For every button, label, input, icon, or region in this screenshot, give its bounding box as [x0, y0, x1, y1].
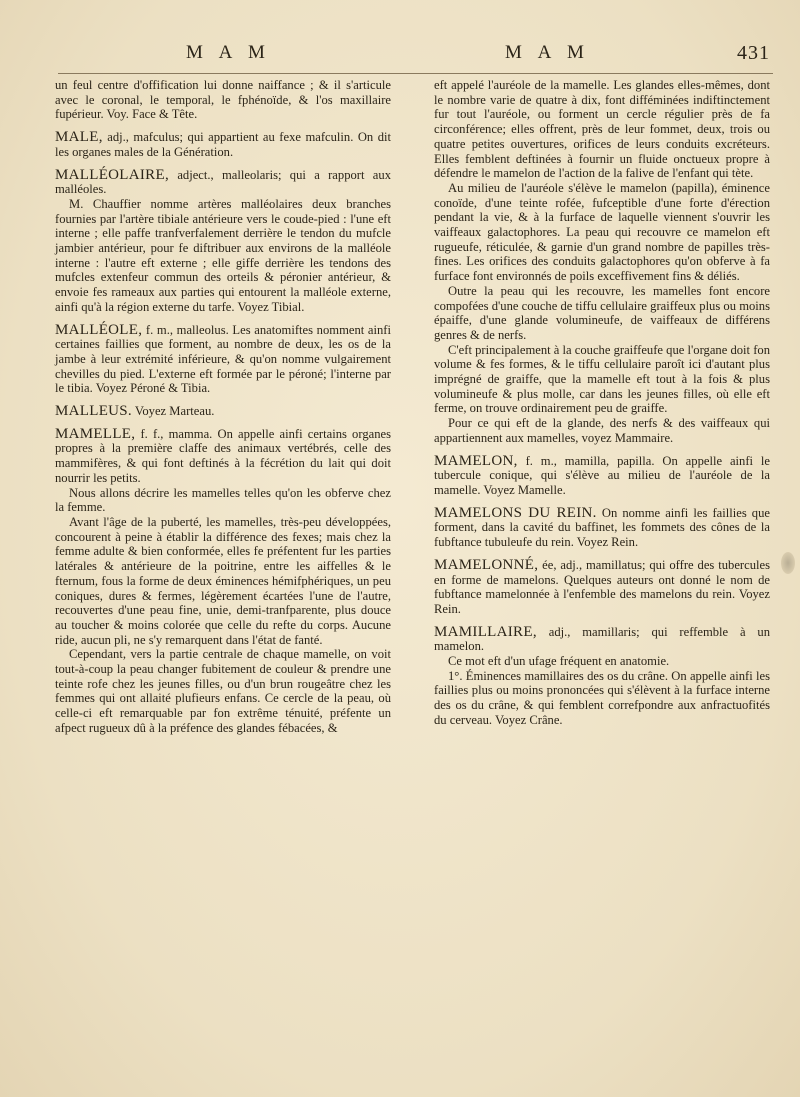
dictionary-entry: [55, 323, 391, 397]
dictionary-entry: [434, 506, 770, 550]
entry-paragraph: [55, 78, 391, 122]
entry-headword: MALLÉOLAIRE,: [55, 166, 169, 183]
entry-continuation: [55, 515, 391, 647]
entry-continuation: [434, 181, 770, 284]
entry-headword: MAMELONNÉ,: [434, 556, 539, 573]
entry-continuation: [434, 654, 770, 669]
entry-text: Outre la peau qui les recouvre, les mamelles font encore compofées d'une couche de tiffu cellulaire graiffeux plus ou moins épaiffe, d'une glande volumineufe, de vaiffeaux de différens genres & de nerfs.: [434, 283, 770, 342]
entry-text: Voyez Marteau.: [134, 404, 215, 419]
entry-text: C'eft principalement à la couche graiffeufe que l'organe doit fon volume & fes formes, & le tiffu cellulaire paroît ici d'autant plus imprégné de graiffe, que la mamelle eft tout à la fois & plus volumineufe & plus molle, car dans les jeunes filles, où elle eft ferme, on trouve ordinairement peu de graiffe.: [434, 342, 770, 416]
dictionary-entry: [55, 404, 391, 419]
entry-paragraph: [55, 168, 391, 197]
header-rule: [58, 73, 773, 74]
dictionary-entry: [55, 168, 391, 315]
entry-paragraph: [55, 404, 391, 419]
entry-text: f. m., malleolus. Les anatomiftes nomment ainfi certaines faillies que forment, au nombre de deux, les os de la jambe à leur extrémité inférieure, & qu'on nomme vulgairement chevilles du pied. L'externe eft formée par le péroné; l'interne par le tibia. Voyez Péroné & Tibia.: [55, 322, 391, 396]
entry-text: Au milieu de l'auréole s'élève le mamelon (papilla), éminence conoïde, d'une teinte rofée, fufceptible d'une forte d'érection pendant la vie, & à la furface de laquelle viennent s'ouvrir les vaiffeaux galactophores. La peau qui recouvre ce mamelon eft rugueufe, réticulée, & garnie d'un grand nombre de papilles très-fines. Les orifices des conduits galactophores qu'on obferve à fa furface font environnés de poils exceffivement fins & déliés.: [434, 180, 770, 284]
entry-paragraph: [434, 625, 770, 654]
dictionary-entry: [434, 625, 770, 728]
entry-text: adj., mafculus; qui appartient au fexe mafculin. On dit les organes males de la Génération.: [55, 130, 391, 159]
entry-continuation: [434, 416, 770, 445]
entry-text: f. f., mamma. On appelle ainfi certains organes propres à la première claffe des animaux vertébrés, celle des mammifères, & qui font deftinés à la fécrétion du lait qui doit nourrir les petits.: [55, 426, 391, 485]
entry-text: un feul centre d'offification lui donne naiffance ; & il s'articule avec le coronal, le temporal, le fphénoïde, & l'os maxillaire fupérieur. Voy. Face & Tête.: [55, 78, 391, 122]
page-header: [0, 42, 800, 72]
entry-continuation: [434, 284, 770, 343]
entry-paragraph: [434, 454, 770, 498]
dictionary-entry: [434, 558, 770, 617]
entry-paragraph: [55, 427, 391, 486]
entry-headword: MALE,: [55, 129, 103, 146]
entry-text: On nomme ainfi les faillies que forment, dans la cavité du baffinet, les fommets des cônes de la fubftance tubuleufe du rein. Voyez Rein.: [434, 505, 770, 550]
entry-continuation: [55, 486, 391, 515]
entry-continuation: [55, 647, 391, 735]
entry-continuation: [55, 197, 391, 315]
running-head-right: M A M: [505, 42, 590, 63]
entry-text: M. Chauffier nomme artères malléolaires deux branches fournies par l'artère tibiale antérieure vers le coude-pied : l'une eft interne ; elle paffe tranfverfalement derrière le tendon du mufcle jambier antérieur, pour fe diftribuer aux environs de la malléole interne : l'autre eft externe ; elle giffe derrière les tendons des mufcles extenfeur commun des orteils & péronier antérieur, & envoie fes rameaux aux parties qui entourent la malléole externe, ainfi qu'à la région externe du tarfe. Voyez Tibial.: [55, 196, 391, 314]
entry-headword: MAMELONS DU REIN.: [434, 504, 597, 521]
entry-continuation: [434, 343, 770, 417]
entry-paragraph: [55, 130, 391, 159]
entry-text: Pour ce qui eft de la glande, des nerfs & des vaiffeaux qui appartiennent aux mamelles, voyez Mammaire.: [434, 416, 770, 445]
dictionary-entry: [55, 130, 391, 159]
dictionary-entry: [434, 78, 770, 446]
entry-text: adj., mamillaris; qui reffemble à un mamelon.: [434, 624, 770, 654]
page-number: 431: [737, 42, 770, 64]
dictionary-entry: [434, 454, 770, 498]
entry-text: Avant l'âge de la puberté, les mamelles, très-peu développées, concourent à peine à établir la différence des fexes; mais chez la femme adulte & bien conformée, elles fe préfentent fur les parties latérales & antérieure de la poitrine, entre les aiffelles & le fternum, fous la forme de deux éminences hémifphériques, un peu coniques, dures & fermes, légèrement écartées l'une de l'autre, recouvertes d'une peau fine, unie, demi-tranfparente, plus douce au toucher & moins colorée que celle du refte du corps. Aucune ride, aucun pli, ne s'y remarquent dans l'état de fanté.: [55, 514, 391, 647]
entry-text: Cependant, vers la partie centrale de chaque mamelle, on voit tout-à-coup la peau changer fubitement de couleur & prendre une teinte rofe chez les jeunes filles, ou d'un brun rougeâtre chez les femmes qui ont allaité plufieurs enfans. Ce cercle de la peau, où celle-ci eft remarquable par fon extrême ténuité, préfente un afpect rugueux dû à la préfence des glandes fébacées, &: [55, 647, 391, 735]
entry-text: f. m., mamilla, papilla. On appelle ainfi le tubercule conique, qui s'élève au milieu de l'auréole de la mamelle. Voyez Mamelle.: [434, 453, 770, 497]
entry-text: Nous allons décrire les mamelles telles qu'on les obferve chez la femme.: [55, 485, 391, 515]
entry-headword: MALLÉOLE,: [55, 321, 143, 338]
dictionary-entry: [55, 78, 391, 122]
paper-stain: [781, 552, 795, 574]
entry-text: adject., malleolaris; qui a rapport aux malléoles.: [55, 167, 391, 197]
entry-paragraph: [434, 78, 770, 181]
entry-headword: MALLEUS.: [55, 403, 132, 420]
right-column: [434, 78, 770, 736]
entry-text: Ce mot eft d'un ufage fréquent en anatomie.: [448, 654, 670, 669]
entry-headword: MAMELON,: [434, 452, 518, 469]
entry-headword: MAMILLAIRE,: [434, 623, 537, 640]
entry-text: ée, adj., mamillatus; qui offre des tubercules en forme de mamelons. Quelques auteurs ont donné le nom de fubftance mamelonnée à l'enfemble des mamelons du rein. Voyez Rein.: [434, 557, 770, 616]
entry-paragraph: [434, 558, 770, 617]
running-head-left: M A M: [186, 42, 271, 63]
entry-paragraph: [434, 506, 770, 550]
entry-headword: MAMELLE,: [55, 425, 136, 442]
entry-text: eft appelé l'auréole de la mamelle. Les glandes elles-mêmes, dont le nombre varie de quatre à dix, font difféminées indiftinctement fur tout l'auréole, ou forment un cercle régulier près de fa circonférence; elles offrent, près de leur fommet, deux, trois ou quatre petites ouvertures, orifices de leurs conduits excréteurs. Elles femblent deftinées à fournir un fluide onctueux propre à défendre le mamelon de l'action de la falive de l'enfant qui tète.: [434, 78, 770, 181]
entry-paragraph: [55, 323, 391, 397]
left-column: [55, 78, 391, 744]
entry-continuation: [434, 669, 770, 728]
entry-text: 1°. Éminences mamillaires des os du crâne. On appelle ainfi les faillies plus ou moins prononcées qui s'élèvent à la furface interne des os du crâne, & qui femblent correfpondre aux anfractuofités du cerveau. Voyez Crâne.: [434, 668, 770, 727]
dictionary-entry: [55, 427, 391, 736]
